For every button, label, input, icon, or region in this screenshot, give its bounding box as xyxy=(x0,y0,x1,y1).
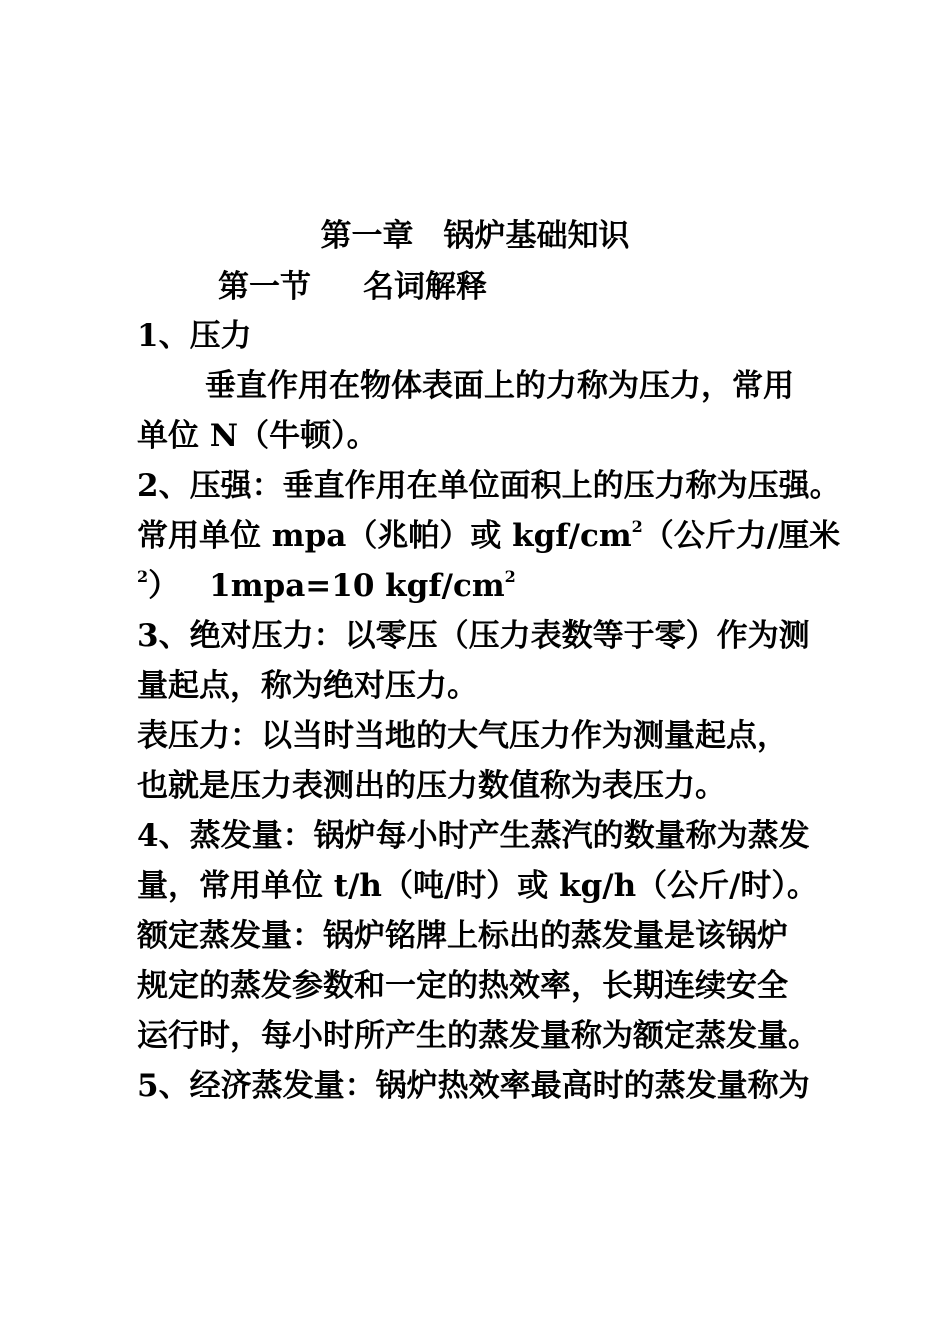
paragraph-line: 量，常用单位 t/h（吨/时）或 kg/h（公斤/时）。 xyxy=(137,868,818,904)
superscript: 2 xyxy=(504,567,516,586)
section-number: 第一节 xyxy=(218,269,311,305)
paragraph-line xyxy=(137,516,840,556)
paragraph-line: 表压力：以当时当地的大气压力作为测量起点， xyxy=(137,718,788,754)
chapter-heading xyxy=(0,216,950,256)
section-heading xyxy=(218,267,487,307)
section-title: 名词解释 xyxy=(363,269,487,305)
chapter-title: 锅炉基础知识 xyxy=(443,218,630,254)
superscript: 2 xyxy=(137,567,149,586)
paragraph-line: 规定的蒸发参数和一定的热效率，长期连续安全 xyxy=(137,968,788,1004)
paragraph-line: 垂直作用在物体表面上的力称为压力，常用 xyxy=(205,368,794,404)
paragraph-line: 额定蒸发量：锅炉铭牌上标出的蒸发量是该锅炉 xyxy=(137,918,788,954)
term-pressure-heading: 1、压力 xyxy=(137,318,252,354)
paragraph-line: 运行时，每小时所产生的蒸发量称为额定蒸发量。 xyxy=(137,1018,819,1054)
text-run: ） xyxy=(148,568,180,604)
paragraph-line: 单位 N（牛顿）。 xyxy=(137,418,378,454)
text-run: 常用单位 mpa（兆帕）或 kgf/cm xyxy=(137,518,632,554)
text-run: （公斤力/厘米 xyxy=(642,518,841,554)
paragraph-line xyxy=(137,566,516,606)
paragraph-line: 5、经济蒸发量：锅炉热效率最高时的蒸发量称为 xyxy=(137,1068,810,1104)
paragraph-line: 4、蒸发量：锅炉每小时产生蒸汽的数量称为蒸发 xyxy=(137,818,810,854)
superscript: 2 xyxy=(631,517,643,536)
paragraph-line: 3、绝对压力：以零压（压力表数等于零）作为测 xyxy=(137,618,810,654)
formula: 1mpa=10 kgf/cm xyxy=(209,568,505,604)
paragraph-line: 也就是压力表测出的压力数值称为表压力。 xyxy=(137,768,726,804)
chapter-number: 第一章 xyxy=(320,218,414,254)
paragraph-line: 量起点，称为绝对压力。 xyxy=(137,668,478,704)
paragraph-line: 2、压强：垂直作用在单位面积上的压力称为压强。 xyxy=(137,468,841,504)
